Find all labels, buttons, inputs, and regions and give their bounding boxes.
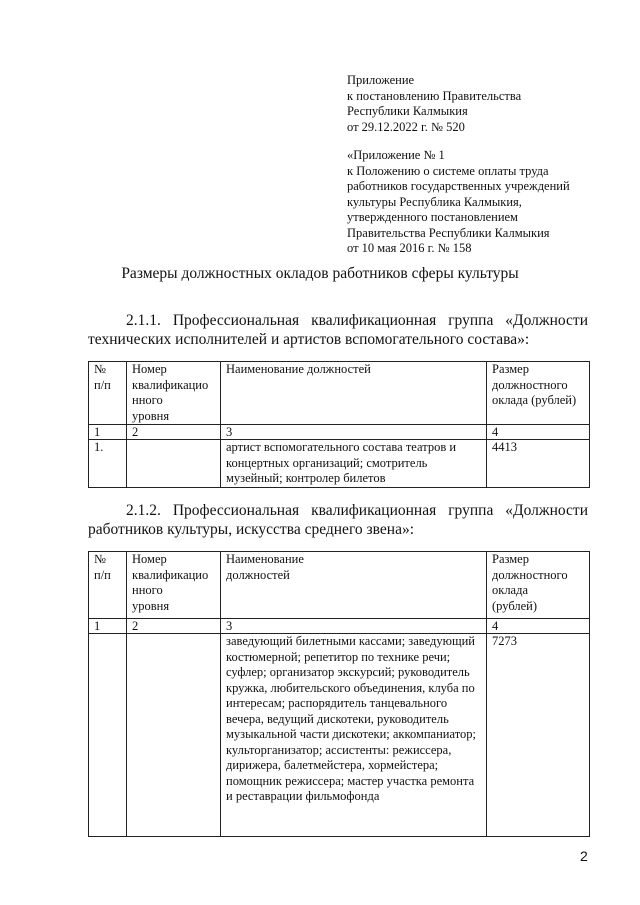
header-text: оклада (492, 583, 529, 597)
row-number: 1. (89, 440, 127, 488)
column-number: 2 (127, 425, 221, 440)
table-row (89, 440, 590, 488)
table-header-row (89, 362, 590, 425)
appendix-line: Приложение (347, 73, 415, 87)
page-number: 2 (580, 848, 588, 864)
header-text: должностей (226, 567, 290, 582)
header-cell-number (89, 362, 127, 425)
header-text: нного (132, 393, 163, 407)
header-cell-positions (221, 552, 487, 619)
column-number: 4 (487, 619, 590, 634)
section-1-heading-line-1: 2.1.1. Профессиональная квалификационная группа «Должности (126, 312, 588, 329)
header-text: уровня (132, 598, 170, 613)
header-text: № (94, 552, 106, 566)
column-number: 2 (127, 619, 221, 634)
row-level (127, 440, 221, 488)
header-cell-positions (221, 362, 487, 425)
header-text: Размер (492, 552, 529, 566)
header-cell-salary (487, 362, 590, 425)
header-text: Наименование (226, 552, 304, 566)
appendix-1-line: «Приложение № 1 (347, 148, 445, 162)
appendix-block (347, 73, 597, 135)
header-text: п/п (94, 567, 111, 582)
header-text: квалификацио (132, 567, 209, 582)
section-1-heading (88, 311, 588, 349)
header-cell-salary (487, 552, 590, 619)
appendix-1-line: культуры Республика Калмыкия, (347, 194, 522, 209)
row-salary: 4413 (487, 440, 590, 488)
row-number (89, 634, 127, 837)
section-2-table (88, 551, 590, 837)
appendix-1-line: от 10 мая 2016 г. № 158 (347, 241, 472, 255)
row-salary: 7273 (487, 634, 590, 837)
header-text: п/п (94, 377, 111, 392)
header-text: (рублей) (492, 598, 538, 613)
header-text: Размер (492, 362, 529, 376)
appendix-line: от 29.12.2022 г. № 520 (347, 119, 465, 134)
header-cell-level (127, 552, 221, 619)
header-text: квалификацио (132, 377, 209, 392)
appendix-1-line: утвержденного постановлением (347, 210, 518, 224)
section-1-heading-line-2: технических исполнителей и артистов вспомогательного состава»: (88, 331, 530, 348)
header-text: уровня (132, 408, 170, 423)
appendix-1-line: работников государственных учреждений (347, 179, 570, 193)
appendix-1-line: Правительства Республики Калмыкия (347, 225, 550, 240)
column-number-row (89, 425, 590, 440)
header-text: должностного (492, 567, 568, 582)
column-number: 1 (89, 425, 127, 440)
header-cell-number (89, 552, 127, 619)
appendix-line: к постановлению Правительства (347, 88, 522, 103)
row-positions: заведующий билетными кассами; заведующий костюмерной; репетитор по технике речи; суфлер; организатор экскурсий; руководитель кружка, любительского объединения, клуба по интересам; распорядитель танцевального вечера, ведущий дискотеки, руководитель музыкальной части дискотеки; аккомпаниатор; культорганизатор; ассистенты: режиссера, дирижера, балетмейстера, хормейстера; помощник режиссера; мастер участка ремонта и реставрации фильмофонда (221, 634, 487, 837)
appendix-line: Республики Калмыкия (347, 104, 468, 118)
row-positions: артист вспомогательного состава театров и концертных организаций; смотритель музейный; контролер билетов (221, 440, 487, 488)
section-2-heading (88, 501, 588, 539)
table-row (89, 634, 590, 837)
appendix-1-line: к Положению о системе оплаты труда (347, 163, 549, 178)
header-text: № (94, 362, 106, 376)
column-number-row (89, 619, 590, 634)
column-number: 3 (221, 425, 487, 440)
header-cell-level (127, 362, 221, 425)
row-level (127, 634, 221, 837)
section-2-heading-line-1: 2.1.2. Профессиональная квалификационная группа «Должности (126, 502, 588, 519)
header-text: Номер (132, 552, 167, 566)
document-title: Размеры должностных окладов работников сферы культуры (121, 265, 519, 282)
header-text: Номер (132, 362, 167, 376)
appendix-1-block (347, 148, 597, 257)
section-1-table (88, 361, 590, 488)
section-2-heading-line-2: работников культуры, искусства среднего звена»: (88, 521, 414, 538)
column-number: 1 (89, 619, 127, 634)
table-header-row (89, 552, 590, 619)
header-text: Наименование должностей (226, 362, 371, 376)
header-text: оклада (рублей) (492, 393, 577, 407)
header-text: должностного (492, 377, 568, 392)
header-text: нного (132, 583, 163, 597)
column-number: 3 (221, 619, 487, 634)
column-number: 4 (487, 425, 590, 440)
